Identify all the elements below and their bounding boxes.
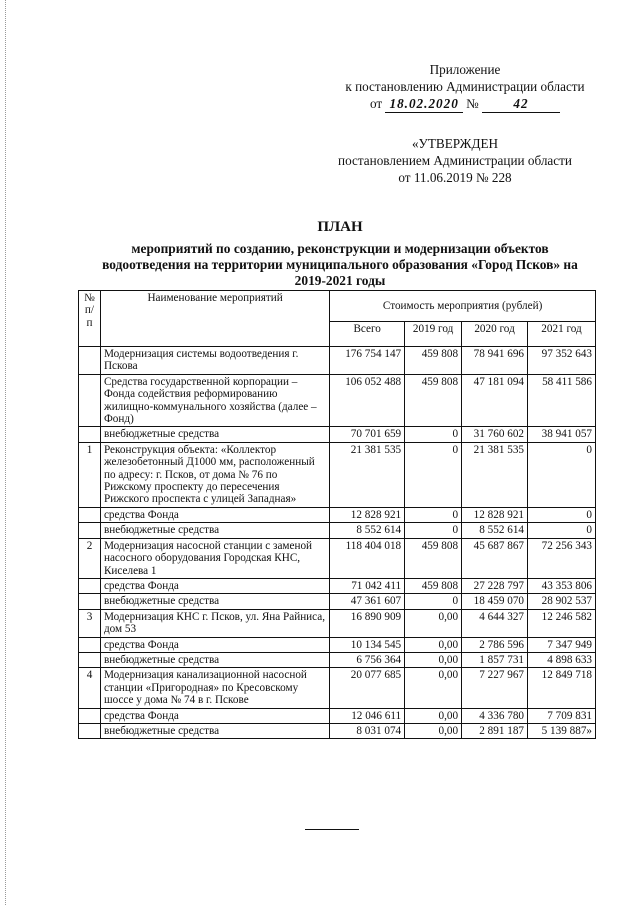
row-name: внебюджетные средства: [100, 523, 329, 538]
row-2021: 97 352 643: [528, 347, 596, 375]
approved-block: [310, 135, 600, 186]
row-name: Модернизация насосной станции с заменой насосного оборудования Городская КНС, Киселева 1: [100, 538, 329, 578]
row-total: 176 754 147: [330, 347, 405, 375]
row-total: 6 756 364: [330, 652, 405, 667]
row-2019: 459 808: [405, 374, 462, 427]
row-2019: 0,00: [405, 637, 462, 652]
row-2020: 45 687 867: [462, 538, 528, 578]
table-row: [79, 594, 596, 609]
row-2020: 2 786 596: [462, 637, 528, 652]
table-row: [79, 374, 596, 427]
row-2020: 7 227 967: [462, 668, 528, 708]
row-name: Модернизация КНС г. Псков, ул. Яна Райниса, дом 53: [100, 609, 329, 637]
row-2020: 47 181 094: [462, 374, 528, 427]
table-row: [79, 538, 596, 578]
row-name: Модернизация канализационной насосной станции «Пригородная» по Кресовскому шоссе у дома № 74 в г. Пскове: [100, 668, 329, 708]
table-body: [79, 347, 596, 739]
row-2020: 4 336 780: [462, 708, 528, 723]
row-2020: 4 644 327: [462, 609, 528, 637]
plan-table: [78, 290, 596, 739]
header-num: № п/п: [79, 291, 101, 347]
row-2021: 4 898 633: [528, 652, 596, 667]
row-total: 8 552 614: [330, 523, 405, 538]
row-2021: 5 139 887»: [528, 723, 596, 738]
row-2021: 12 849 718: [528, 668, 596, 708]
row-2019: 0: [405, 594, 462, 609]
row-total: 12 828 921: [330, 507, 405, 522]
header-total: Всего: [330, 322, 405, 347]
row-number: [79, 708, 101, 723]
row-2021: 28 902 537: [528, 594, 596, 609]
row-name: средства Фонда: [100, 708, 329, 723]
row-2019: 459 808: [405, 347, 462, 375]
row-2020: 2 891 187: [462, 723, 528, 738]
plan-word: ПЛАН: [317, 219, 363, 235]
row-total: 21 381 535: [330, 442, 405, 507]
approved-date: от 11.06.2019 № 228: [398, 170, 512, 185]
row-number: [79, 523, 101, 538]
row-number: 3: [79, 609, 101, 637]
row-2019: 0,00: [405, 708, 462, 723]
row-total: 70 701 659: [330, 427, 405, 442]
row-2021: 7 347 949: [528, 637, 596, 652]
approved-title: «УТВЕРЖДЕН: [411, 136, 499, 151]
row-2021: 0: [528, 523, 596, 538]
row-name: внебюджетные средства: [100, 652, 329, 667]
row-2020: 18 459 070: [462, 594, 528, 609]
table-row: [79, 637, 596, 652]
row-2021: 72 256 343: [528, 538, 596, 578]
table-row: [79, 442, 596, 507]
row-2020: 27 228 797: [462, 578, 528, 593]
row-number: [79, 594, 101, 609]
table-row: [79, 427, 596, 442]
row-2019: 0,00: [405, 609, 462, 637]
row-2019: 0: [405, 442, 462, 507]
appendix-title: Приложение: [429, 62, 501, 77]
row-2019: 0: [405, 427, 462, 442]
row-2019: 0: [405, 507, 462, 522]
document-title: [90, 219, 590, 289]
table-row: [79, 347, 596, 375]
row-2019: 0,00: [405, 723, 462, 738]
row-name: средства Фонда: [100, 507, 329, 522]
row-total: 10 134 545: [330, 637, 405, 652]
plan-description: мероприятий по созданию, реконструкции и модернизации объектов водоотведения на территории муниципального образования «Город Псков» на 2019-2021 годы: [102, 241, 578, 288]
handwritten-date: 18.02.2020: [385, 95, 462, 113]
row-total: 16 890 909: [330, 609, 405, 637]
header-name: Наименование мероприятий: [100, 291, 329, 347]
row-number: [79, 374, 101, 427]
row-total: 47 361 607: [330, 594, 405, 609]
table-row: [79, 578, 596, 593]
appendix-block: [330, 61, 600, 113]
row-number: 4: [79, 668, 101, 708]
row-2019: 0: [405, 523, 462, 538]
row-2020: 78 941 696: [462, 347, 528, 375]
row-name: Модернизация системы водоотведения г. Пскова: [100, 347, 329, 375]
row-2019: 459 808: [405, 578, 462, 593]
number-label: №: [466, 96, 479, 111]
row-2019: 0,00: [405, 652, 462, 667]
appendix-subtitle: к постановлению Администрации области: [345, 79, 585, 94]
row-2020: 8 552 614: [462, 523, 528, 538]
header-row: [79, 291, 596, 322]
row-number: [79, 578, 101, 593]
header-2020: 2020 год: [462, 322, 528, 347]
row-2019: 0,00: [405, 668, 462, 708]
row-number: [79, 652, 101, 667]
row-2021: 43 353 806: [528, 578, 596, 593]
row-number: 1: [79, 442, 101, 507]
page-edge-line: [5, 0, 6, 905]
table-row: [79, 609, 596, 637]
row-name: средства Фонда: [100, 637, 329, 652]
row-2019: 459 808: [405, 538, 462, 578]
row-number: [79, 723, 101, 738]
row-number: [79, 347, 101, 375]
table-row: [79, 723, 596, 738]
row-total: 71 042 411: [330, 578, 405, 593]
table-row: [79, 507, 596, 522]
bottom-rule: [305, 829, 359, 830]
header-2019: 2019 год: [405, 322, 462, 347]
row-2021: 0: [528, 507, 596, 522]
header-2021: 2021 год: [528, 322, 596, 347]
table-row: [79, 523, 596, 538]
table-row: [79, 668, 596, 708]
row-2020: 31 760 602: [462, 427, 528, 442]
handwritten-number: 42: [482, 95, 560, 113]
appendix-date-line: [330, 95, 600, 113]
row-name: Средства государственной корпорации – Фонда содействия реформированию жилищно-коммунального хозяйства (далее – Фонд): [100, 374, 329, 427]
row-name: внебюджетные средства: [100, 594, 329, 609]
row-name: внебюджетные средства: [100, 427, 329, 442]
row-number: [79, 507, 101, 522]
row-total: 118 404 018: [330, 538, 405, 578]
row-total: 12 046 611: [330, 708, 405, 723]
row-total: 106 052 488: [330, 374, 405, 427]
row-number: 2: [79, 538, 101, 578]
row-name: средства Фонда: [100, 578, 329, 593]
from-label: от: [369, 96, 383, 111]
header-cost: Стоимость мероприятия (рублей): [330, 291, 596, 322]
table-row: [79, 708, 596, 723]
row-name: Реконструкция объекта: «Коллектор железобетонный Д1000 мм, расположенный по адресу: г. Псков, от дома № 76 по Рижскому проспекту до пересечения Рижского проспекта с улицей Западная»: [100, 442, 329, 507]
row-2021: 0: [528, 442, 596, 507]
row-2020: 21 381 535: [462, 442, 528, 507]
row-2021: 38 941 057: [528, 427, 596, 442]
row-number: [79, 637, 101, 652]
table-row: [79, 652, 596, 667]
row-name: внебюджетные средства: [100, 723, 329, 738]
row-2020: 1 857 731: [462, 652, 528, 667]
row-total: 8 031 074: [330, 723, 405, 738]
row-total: 20 077 685: [330, 668, 405, 708]
row-2021: 58 411 586: [528, 374, 596, 427]
row-2021: 7 709 831: [528, 708, 596, 723]
row-2021: 12 246 582: [528, 609, 596, 637]
approved-by: постановлением Администрации области: [338, 153, 572, 168]
row-number: [79, 427, 101, 442]
row-2020: 12 828 921: [462, 507, 528, 522]
